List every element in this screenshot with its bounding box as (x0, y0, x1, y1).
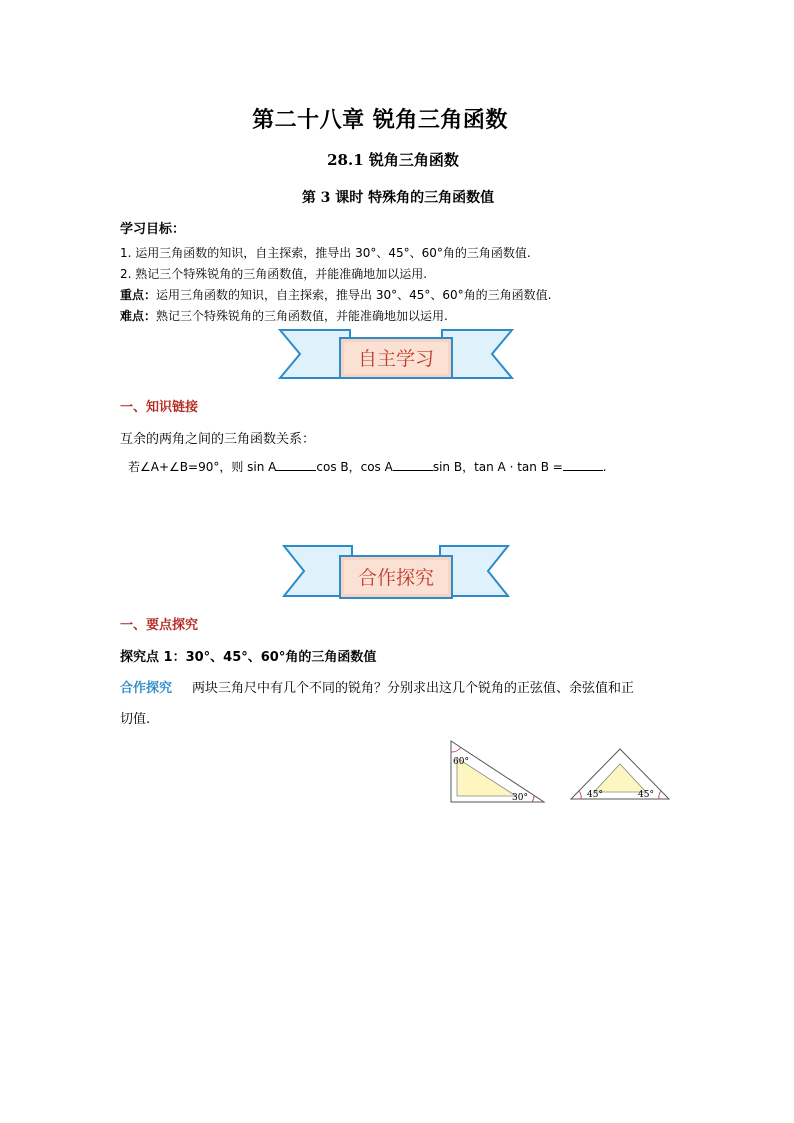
difficulty-text: 熟记三个特殊锐角的三角函数值，并能准确地加以运用. (156, 309, 448, 323)
angle-label-45-right: 45° (638, 790, 654, 800)
blank-2[interactable] (393, 459, 433, 471)
banner-self-study-label: 自主学习 (357, 348, 435, 370)
complement-formula (128, 458, 607, 475)
cooperation-prompt (120, 677, 634, 696)
key-point-label: 重点： (120, 288, 157, 302)
objectives-heading: 学习目标： (120, 222, 186, 237)
formula-mid-1: cos B，cos A (316, 460, 393, 474)
cooperation-text-line1: 两块三角尺中有几个不同的锐角？分别求出这几个锐角的正弦值、余弦值和正 (192, 681, 635, 696)
formula-prefix: 若∠A+∠B=90°，则 sin A (128, 460, 277, 474)
section-title: 28.1 锐角三角函数 (327, 151, 459, 169)
angle-label-60: 60° (453, 757, 469, 767)
cooperation-label: 合作探究 (120, 681, 173, 696)
lesson-title: 第 3 课时 特殊角的三角函数值 (301, 190, 495, 206)
triangle-ruler-30-60 (448, 738, 548, 804)
objective-item-1: 1. 运用三角函数的知识，自主探索，推导出 30°、45°、60°角的三角函数值. (120, 246, 531, 260)
angle-label-30: 30° (512, 793, 528, 803)
banner-cooperation (282, 544, 510, 602)
key-point-text: 运用三角函数的知识，自主探索，推导出 30°、45°、60°角的三角函数值. (156, 288, 552, 302)
investigation-point-1: 探究点 1：30°、45°、60°角的三角函数值 (120, 650, 377, 665)
chapter-title: 第二十八章 锐角三角函数 (252, 107, 508, 133)
part1-intro: 互余的两角之间的三角函数关系： (120, 432, 316, 447)
cooperation-text-line2: 切值. (120, 712, 151, 727)
formula-end: . (602, 460, 607, 474)
angle-label-45-left: 45° (587, 790, 603, 800)
blank-3[interactable] (563, 459, 603, 471)
difficulty-point (120, 307, 448, 324)
difficulty-label: 难点： (120, 309, 157, 323)
banner-self-study (278, 328, 514, 382)
formula-mid-2: sin B，tan A · tan B = (432, 460, 563, 474)
triangle-ruler-45 (568, 746, 672, 802)
blank-1[interactable] (276, 459, 316, 471)
key-point (120, 286, 551, 303)
part2-heading: 一、要点探究 (120, 618, 199, 633)
objective-item-2: 2. 熟记三个特殊锐角的三角函数值，并能准确地加以运用. (120, 267, 428, 281)
banner-cooperation-label: 合作探究 (357, 567, 435, 589)
part1-heading: 一、知识链接 (120, 400, 199, 415)
